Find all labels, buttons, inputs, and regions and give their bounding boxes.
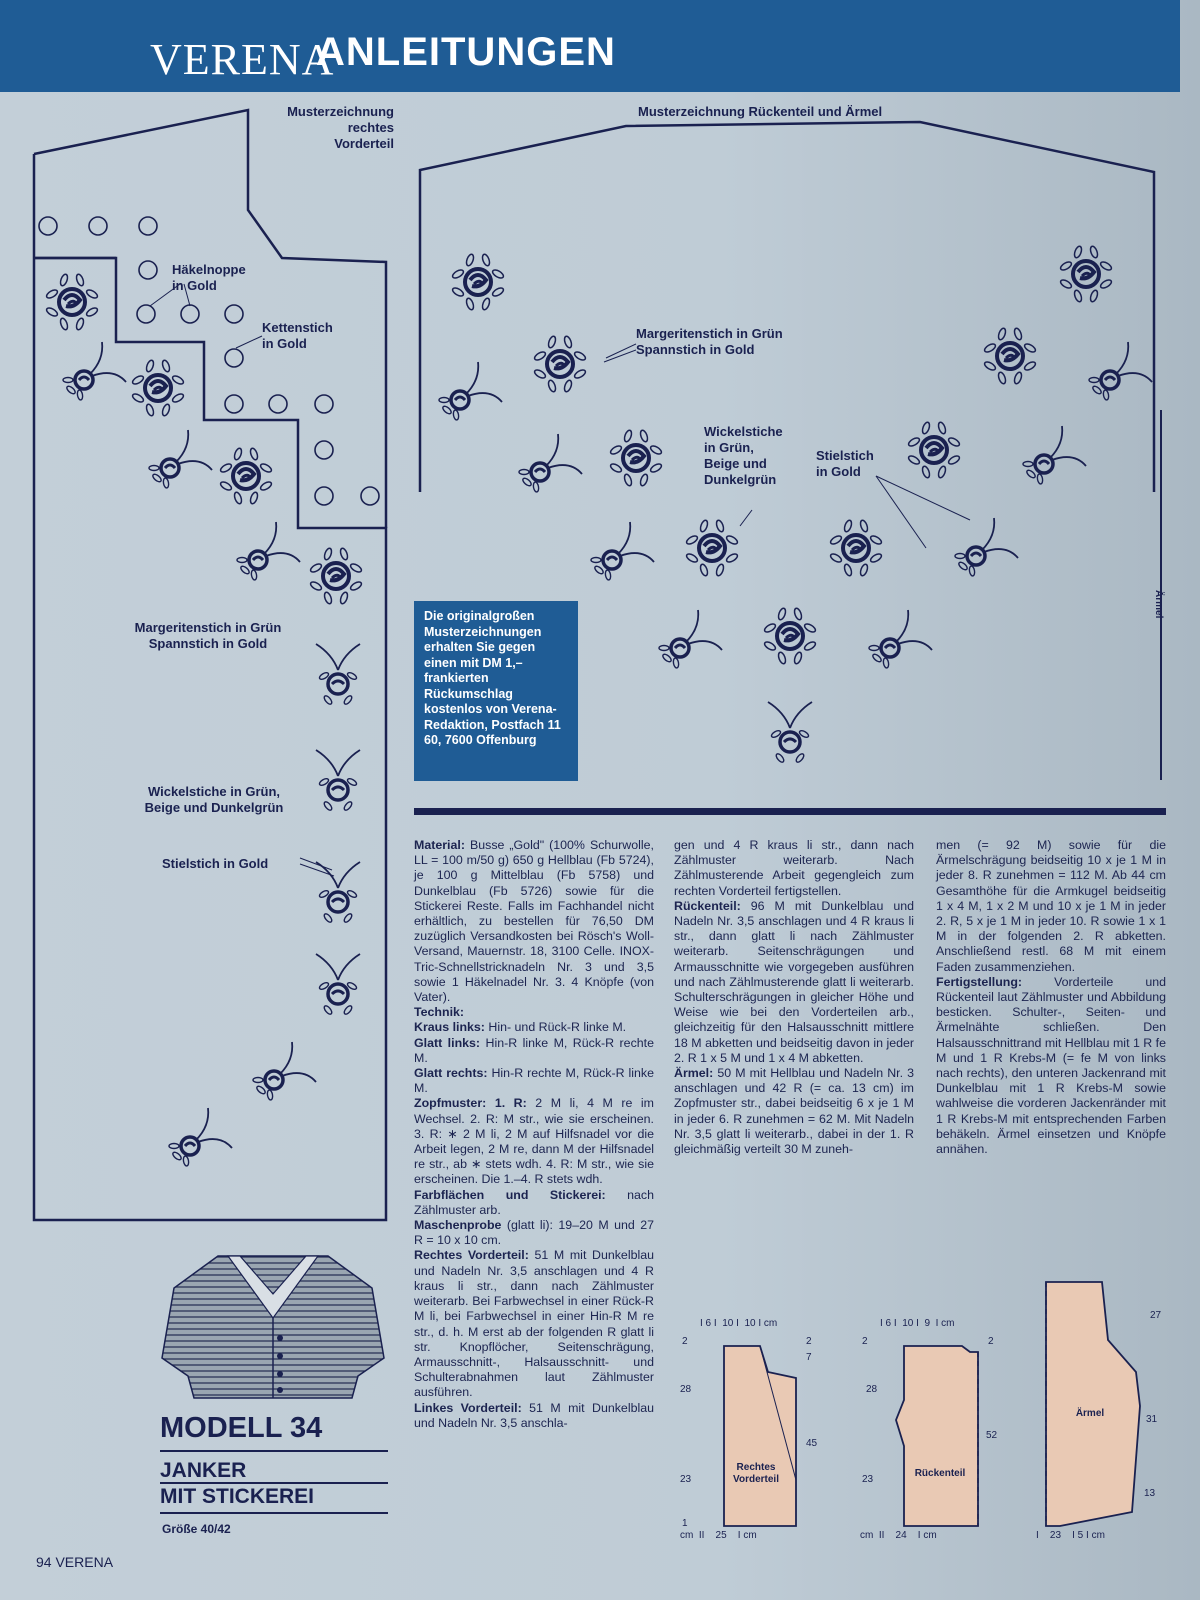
schnitt-aermel bbox=[1046, 1282, 1140, 1526]
instructions-col-3 bbox=[936, 838, 1166, 1157]
para: gen und 4 R kraus li str., dann nach Zählmuster weiterarb. Nach Zählmusterende Arbeit gegengleich zum rechten Vorderteil fertigstellen. bbox=[674, 838, 914, 898]
dim-value: 2 bbox=[806, 1336, 812, 1347]
model-divider bbox=[160, 1512, 388, 1514]
dim-value: 13 bbox=[1144, 1488, 1156, 1499]
back-pattern-title: Musterzeichnung Rückenteil und Ärmel bbox=[638, 104, 883, 119]
footer-brand: VERENA bbox=[55, 1554, 114, 1570]
dim-value: 27 bbox=[1150, 1310, 1162, 1321]
stielstich-label-left: Stielstich in Gold bbox=[162, 856, 269, 871]
dim-value: 2 bbox=[862, 1336, 868, 1347]
dim-aermel-bottom: I 23 I 5 I cm bbox=[1036, 1530, 1105, 1541]
para: Rückenteil: 96 M mit Dunkelblau und Nadeln Nr. 3,5 anschlagen und 4 R kraus li str., dann glatt li nach Zählmuster weiterarb. Seitenschrägungen und Armausschnitte wie vorgegeben ausführen und nach Zählmusterende glatt li weiterarb. Schulterschrägungen in gleicher Höhe und Weise wie bei den Vorderteilen arb., gleichzeitig für den Halsausschnitt mittlere 18 M abketten und beidseitig davon in jeder 2. R 1 x 5 M und 1 x 4 M abketten. bbox=[674, 898, 914, 1065]
para: Zopfmuster: 1. R: 2 M li, 4 M re im Wechsel. 2. R: M str., wie sie erscheinen. 3. R: ∗ 2 M li, 2 M auf Hilfsnadel vor die Arbeit legen, 2 M re, dann M der Hilfsnadel re str., ab ∗ stets wdh. 4. R: M str., wie sie erscheinen. Die 1.–4. R stets wdh. bbox=[414, 1096, 654, 1187]
para: Glatt rechts: Hin-R rechte M, Rück-R linke M. bbox=[414, 1066, 655, 1096]
wickelstiche-label-left: Wickelstiche in Grün, Beige und Dunkelgrün bbox=[144, 784, 284, 815]
page-footer bbox=[36, 1554, 113, 1570]
dim-value: 1 bbox=[682, 1518, 688, 1529]
dim-value: 28 bbox=[680, 1384, 692, 1395]
dim-vorderteil-top: I 6 I 10 I 10 I cm bbox=[700, 1318, 778, 1329]
sleeve-side-tab bbox=[1153, 410, 1180, 780]
para: Linkes Vorderteil: 51 M mit Dunkelblau und Nadeln Nr. 3,5 anschla- bbox=[414, 1400, 654, 1430]
page-number: 94 bbox=[36, 1554, 52, 1570]
para: Glatt links: Hin-R linke M, Rück-R rechte M. bbox=[414, 1035, 654, 1065]
model-divider bbox=[160, 1482, 388, 1484]
section-title: ANLEITUNGEN bbox=[316, 30, 616, 74]
model-divider bbox=[160, 1450, 388, 1452]
order-info-box: Die originalgroßen Musterzeichnungen erhalten Sie gegen einen mit DM 1,– frankierten Rückumschlag kostenlos von Verena-Redaktion, Postfach 11 60, 7600 Offenburg bbox=[414, 601, 578, 781]
schnitt-vorderteil bbox=[724, 1346, 796, 1526]
schnitt-vorderteil-label: Rechtes Vorderteil bbox=[733, 1462, 779, 1485]
kettenstich-label: Kettenstich in Gold bbox=[262, 320, 333, 351]
model-name-line1: JANKER bbox=[160, 1459, 247, 1482]
dim-rueckenteil-top: I 6 I 10 I 9 I cm bbox=[880, 1318, 955, 1329]
para: Ärmel: 50 M mit Hellblau und Nadeln Nr. 3 anschlagen und 42 R (= ca. 13 cm) im Zopfmuster str., dabei beidseitig 6 x je 1 M in jeder 6. R zunehmen = 62 M. Mit Nadeln Nr. 3,5 glatt li weiterarb., dabei in der 1. R gleichmäßig verteilt 30 M zuneh- bbox=[674, 1066, 914, 1157]
para: men (= 92 M) sowie für die Ärmelschrägung beidseitig 10 x je 1 M in jeder 8. R zunehmen = 112 M. Ab 44 cm Gesamthöhe für die Armkugel beidseitig 1 x 4 M, 1 x 2 M und 10 x je 1 M in jeder 2. R, 5 x je 1 M in jeder 10. R sowie 1 x 1 M in der folgenden 2. R abketten. Anschließend restl. 68 M mit einem Faden zusammenziehen. bbox=[936, 838, 1166, 974]
model-number: MODELL 34 bbox=[160, 1412, 323, 1444]
stielstich-label-right: Stielstich in Gold bbox=[816, 448, 874, 479]
dim-vorderteil-bottom: cm II 25 I cm bbox=[680, 1530, 757, 1541]
model-name-line2: MIT STICKEREI bbox=[160, 1485, 315, 1508]
para: Rechtes Vorderteil: 51 M mit Dunkelblau und Nadeln Nr. 3,5 anschlagen und 4 R kraus li str., dann nach Zählmuster weiterarb. Bei Farbwechsel in einer Rück-R M li, bei Farbwechsel in einer Hin-R M re str., d. h. M erst ab der folgenden R glatt li str. Knopflöcher, Seitenschrägung, Armausschnitt-, Halsausschnitt- und Schulterabnahmen laut Zählmuster ausführen. bbox=[414, 1248, 655, 1400]
section-divider bbox=[414, 808, 1166, 815]
haekelnoppe-label: Häkelnoppe in Gold bbox=[172, 262, 246, 293]
para: Kraus links: Hin- und Rück-R linke M. bbox=[414, 1020, 627, 1035]
front-pattern-title: Musterzeichnung rechtes Vorderteil bbox=[287, 104, 394, 151]
margeriten-label-left: Margeritenstich in Grün Spannstich in Gold bbox=[134, 620, 282, 651]
dim-value: 28 bbox=[866, 1384, 878, 1395]
schnitt-aermel-label: Ärmel bbox=[1075, 1408, 1105, 1419]
wickelstiche-label-right: Wickelstiche in Grün, Beige und Dunkelgrün bbox=[704, 424, 783, 487]
schnitt-rueckenteil bbox=[896, 1346, 978, 1526]
instructions-col-2 bbox=[674, 838, 914, 1157]
margeriten-label-right: Margeritenstich in Grün Spannstich in Gold bbox=[636, 326, 783, 357]
dim-rueckenteil-bottom: cm II 24 I cm bbox=[860, 1530, 937, 1541]
dim-value: 23 bbox=[680, 1474, 692, 1485]
dim-value: 52 bbox=[986, 1430, 998, 1441]
para: Fertigstellung: Vorderteile und Rückenteil laut Zählmuster und Abbildung besticken. Schulter-, Seiten- und Ärmelnähte schließen. Den Halsausschnittrand mit Hellblau mit 1 R fe M und 1 R Krebs-M (= fe M von links nach rechts), den unteren Jackenrand mit Dunkelblau mit 1 R Krebs-M sowie wahlweise die vorderen Jackenränder mit 1 R Krebs-M mit entsprechenden Farben behäkeln. Ärmel einsetzen und Knöpfe annähen. bbox=[936, 974, 1167, 1157]
dim-value: 23 bbox=[862, 1474, 874, 1485]
dim-value: 45 bbox=[806, 1438, 818, 1449]
instructions-col-1 bbox=[414, 838, 654, 1431]
para: Technik: bbox=[414, 1005, 465, 1020]
para: Maschenprobe (glatt li): 19–20 M und 27 R = 10 x 10 cm. bbox=[414, 1218, 654, 1248]
brand-logo: VERENA bbox=[150, 35, 335, 84]
schnitt-rueckenteil-label: Rückenteil bbox=[914, 1468, 966, 1479]
dim-value: 2 bbox=[682, 1336, 688, 1347]
dim-value: 2 bbox=[988, 1336, 994, 1347]
size-info: Größe 40/42 bbox=[162, 1522, 231, 1536]
para: Material: Busse „Gold" (100% Schurwolle, LL = 100 m/50 g) 650 g Hellblau (Fb 5724), je 100 g Mittelblau (Fb 5758) und Dunkelblau (Fb 5726) sowie für die Stickerei Reste. Falls im Fachhandel nicht erhältlich, zu bestellen für 76,50 DM zuzüglich Versandkosten bei Rösch's Woll-Versand, Mauernstr. 18, 3100 Celle. INOX-Tric-Schnellstricknadeln Nr. 3 und 3,5 sowie 1 Häkelnadel Nr. 3. 4 Knöpfe (von Vater). bbox=[414, 838, 654, 1005]
side-tab-label: Ärmel bbox=[1153, 590, 1164, 619]
dim-value: 31 bbox=[1146, 1414, 1158, 1425]
para: Farbflächen und Stickerei: nach Zählmuster arb. bbox=[414, 1187, 655, 1217]
jacket-sketch bbox=[158, 1248, 388, 1408]
dim-value: 7 bbox=[806, 1352, 812, 1363]
